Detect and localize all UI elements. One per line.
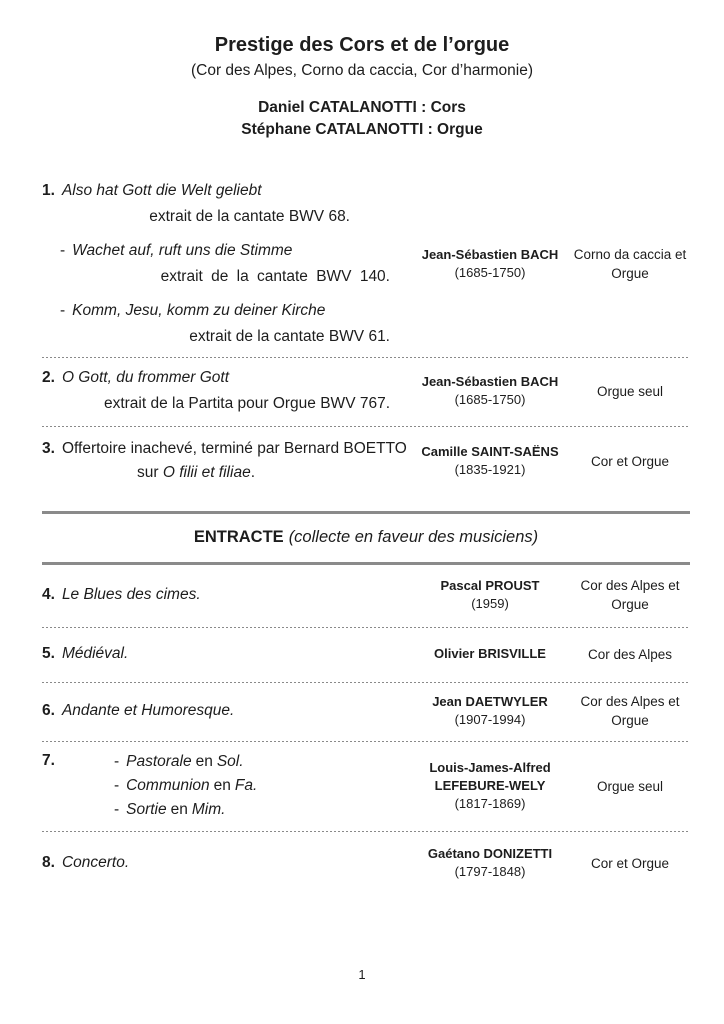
movement-name: Pastorale [126,753,192,770]
program-row-5 [42,628,690,682]
piece-block [42,643,410,665]
sub-piece-title: Wachet auf, ruft uns die Stimme [72,242,293,259]
page-subtitle: (Cor des Alpes, Corno da caccia, Cor d’harmonie) [190,62,533,79]
composer-name-line2: LEFEBURE-WELY [434,778,546,793]
composer-block [410,759,570,813]
sub-piece [42,240,410,288]
piece-title: Andante et Humoresque. [61,702,235,719]
piece-title: Offertoire inachevé, terminé par Bernard BOETTO [61,440,407,457]
piece-title-line [42,438,410,460]
piece-extrait: extrait de la cantate BWV 68. [149,208,350,225]
sub-piece-extrait: extrait de la cantate BWV 61. [189,328,390,345]
instrumentation: Cor des Alpes [587,646,673,662]
composer-name: Pascal PROUST [440,578,540,593]
movement-key: Mim. [191,801,226,818]
movement-key: Fa. [234,777,258,794]
item-number: 3. [42,440,55,457]
instrumentation: Cor des Alpes et Orgue [580,578,680,612]
piece-extrait: extrait de la Partita pour Orgue BWV 767. [103,395,390,412]
piece-title: O Gott, du frommer Gott [61,369,230,386]
item-number: 7. [42,752,55,769]
dash-bullet: - [113,801,120,818]
piece-title: Also hat Gott die Welt geliebt [61,182,262,199]
piece-title: Concerto. [61,854,130,871]
instrumentation: Cor et Orgue [590,855,670,871]
movement-connector: en [213,777,231,794]
entracte-heading [42,514,690,562]
composer-block [410,373,570,409]
entracte-note: (collecte en faveur des musiciens) [288,528,539,546]
composer-block [410,693,570,729]
piece-block [42,584,410,606]
piece-block [42,367,410,415]
movement-line [114,774,257,798]
program-row-1 [42,180,690,357]
piece-block [42,700,410,722]
sub-piece-extrait: extrait de la cantate BWV 140. [160,268,390,285]
piece-subline-work: O filii et filiae [162,464,251,481]
sub-piece-title-line [60,300,410,322]
composer-name: Jean-Sébastien BACH [421,374,559,389]
instrumentation: Orgue seul [596,383,664,399]
composer-dates: (1685-1750) [454,392,526,407]
piece-block [42,438,410,484]
movement-name: Communion [126,777,210,794]
piece-subline-prefix: sur [136,464,159,481]
program-row-8 [42,832,690,894]
piece-title: Médiéval. [61,645,129,662]
piece-block [42,180,410,348]
composer-name: Olivier BRISVILLE [434,646,546,661]
performer-line-horns: Daniel CATALANOTTI : Cors [258,99,466,116]
composer-dates: (1685-1750) [454,265,526,280]
item-number: 8. [42,854,55,871]
composer-dates: (1797-1848) [454,864,526,879]
sub-piece [42,300,410,348]
composer-block [410,246,570,282]
instrumentation: Cor et Orgue [590,453,670,469]
sub-piece-title: Komm, Jesu, komm zu deiner Kirche [72,302,326,319]
program-row-7 [42,742,690,831]
piece-title-line [42,367,410,389]
composer-name-line1: Louis-James-Alfred [429,760,551,775]
composer-name: Camille SAINT-SAËNS [421,444,559,459]
composer-name: Jean-Sébastien BACH [421,247,559,262]
dash-bullet: - [60,302,66,319]
composer-block [410,577,570,613]
instrumentation: Orgue seul [596,778,664,794]
item-number: 4. [42,586,55,603]
program-list [42,180,690,894]
movement-connector: en [195,753,213,770]
movement-line [114,798,257,822]
sub-piece-title-line [60,240,410,262]
dash-bullet: - [113,753,120,770]
page-footer [0,967,724,982]
entracte-label: ENTRACTE [193,528,284,546]
composer-block [410,845,570,881]
composer-dates: (1959) [471,596,509,611]
composer-block [410,443,570,479]
program-row-6 [42,683,690,741]
instrumentation: Corno da caccia et Orgue [573,247,687,281]
program-row-3 [42,427,690,511]
item-number: 6. [42,702,55,719]
movement-name: Sortie [126,801,167,818]
composer-name: Gaétano DONIZETTI [427,846,553,861]
program-row-2 [42,358,690,426]
program-row-4 [42,565,690,627]
page-title: Prestige des Cors et de l’orgue [214,34,510,56]
composer-name: Jean DAETWYLER [432,694,548,709]
piece-title-line [42,180,410,202]
item-number: 2. [42,369,55,386]
item-number: 1. [42,182,55,199]
movement-list [62,750,257,822]
item-number: 5. [42,645,55,662]
dash-bullet: - [60,242,66,259]
movement-key: Sol. [216,753,244,770]
dash-bullet: - [113,777,120,794]
piece-subline [42,462,410,484]
composer-dates: (1835-1921) [454,462,526,477]
composer-block [410,645,570,663]
program-header [0,0,724,141]
movement-connector: en [170,801,188,818]
page-number: 1 [358,967,366,982]
movement-line [114,750,257,774]
composer-dates: (1817-1869) [454,796,526,811]
piece-block [42,852,410,874]
piece-title: Le Blues des cimes. [61,586,201,603]
composer-dates: (1907-1994) [454,712,526,727]
piece-block [42,750,410,822]
performers-block [0,97,724,141]
performer-line-organ: Stéphane CATALANOTTI : Orgue [241,121,483,138]
piece-subline-suffix: . [250,464,256,481]
instrumentation: Cor des Alpes et Orgue [580,694,680,728]
